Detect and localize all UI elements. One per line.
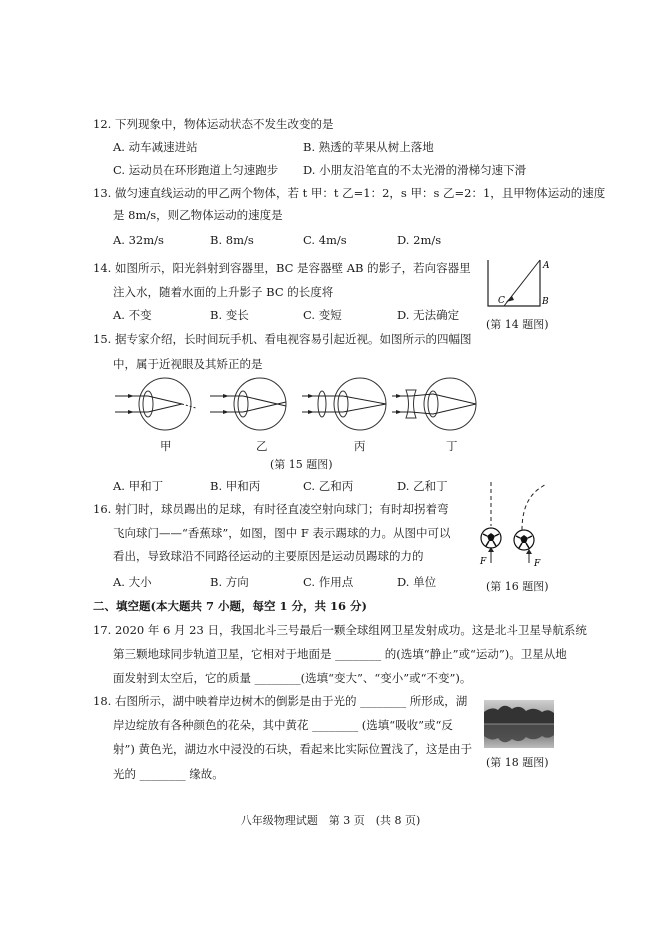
q13-line1: 13. 做匀速直线运动的甲乙两个物体，若 t 甲：t 乙=1：2，s 甲：s 乙=2：1，且甲物体运动的速度 [93,186,606,200]
football-icon [481,528,501,548]
ray-arrow [506,296,514,302]
q15-option-d: D. 乙和丁 [397,479,448,493]
label-c: C [498,296,505,306]
q16-option-a: A. 大小 [113,575,152,589]
q16-option-b: B. 方向 [210,575,249,589]
eye-jia [115,378,196,430]
q15-option-c: C. 乙和丙 [303,479,354,493]
q18-caption: (第 18 题图) [486,756,549,769]
eye-label-jia: 甲 [160,439,172,453]
q15-eye-diagrams [110,374,480,444]
q13-option-d: D. 2m/s [397,233,442,247]
curved-path [522,484,546,530]
q16-caption: (第 16 题图) [486,580,549,593]
q16-line1: 16. 射门时，球员踢出的足球，有时径直凌空射向球门；有时却拐着弯 [93,502,449,516]
eye-ding [392,378,476,430]
q12-option-d: D. 小朋友沿笔直的不太光滑的滑梯匀速下滑 [303,163,527,177]
q14-container-figure [484,258,554,310]
q14-caption: (第 14 题图) [486,318,549,331]
q16-line3: 看出，导致球沿不同路径运动的主要原因是运动员踢球的力的 [113,549,424,563]
q15-option-b: B. 甲和丙 [210,479,261,493]
section-heading: 二、填空题(本大题共 7 小题，每空 1 分，共 16 分) [93,599,367,613]
q17-line3: 面发射到太空后，它的质量 ________(选填“变大”、“变小”或“不变”)。 [113,671,472,685]
q14-option-b: B. 变长 [210,308,249,322]
q15-caption: (第 15 题图) [270,458,333,471]
q18-line1: 18. 右图所示，湖中映着岸边树木的倒影是由于光的 ________ 所形成，湖 [93,694,468,708]
eye-label-ding: 丁 [446,439,458,453]
q12-stem: 12. 下列现象中，物体运动状态不发生改变的是 [93,117,334,131]
q14-option-d: D. 无法确定 [397,308,460,322]
q13-option-c: C. 4m/s [303,233,347,247]
force-label-1: F [480,557,487,567]
q18-line4: 光的 ________ 缘故。 [113,767,224,781]
label-b: B [542,297,549,307]
page-footer: 八年级物理试题 第 3 页 (共 8 页) [240,814,421,827]
q18-lake-photo [484,700,554,748]
q14-option-a: A. 不变 [113,308,152,322]
q15-option-a: A. 甲和丁 [113,479,164,493]
eye-label-bing: 丙 [354,439,366,453]
container-walls [488,260,540,306]
force-label-2: F [534,559,541,569]
q18-line3: 射”) 黄色光，湖边水中浸没的石块，看起来比实际位置浅了，这是由于 [113,742,473,756]
q13-option-b: B. 8m/s [210,233,254,247]
q16-football-figure [474,478,564,578]
q14-option-c: C. 变短 [303,308,342,322]
q13-option-a: A. 32m/s [113,233,164,247]
eye-yi [210,378,286,430]
q12-option-a: A. 动车减速进站 [113,140,198,154]
eye-label-yi: 乙 [256,439,268,453]
q16-option-c: C. 作用点 [303,575,354,589]
q15-line2: 中，属于近视眼及其矫正的是 [113,357,263,371]
q15-line1: 15. 据专家介绍，长时间玩手机、看电视容易引起近视。如图所示的四幅图 [93,332,472,346]
q17-line2: 第三颗地球同步轨道卫星，它相对于地面是 ________ 的(选填“静止”或“运动”)。卫星从地 [113,647,567,661]
eye-bing [302,378,386,430]
football-icon [514,530,534,550]
q18-line2: 岸边绽放有各种颜色的花朵，其中黄花 ________ (选填“吸收”或“反 [113,718,453,732]
q12-option-c: C. 运动员在环形跑道上匀速跑步 [113,163,279,177]
q12-option-b: B. 熟透的苹果从树上落地 [303,140,434,154]
q14-line2: 注入水，随着水面的上升影子 BC 的长度将 [113,285,334,299]
q16-option-d: D. 单位 [397,575,437,589]
q14-line1: 14. 如图所示，阳光斜射到容器里，BC 是容器壁 AB 的影子，若向容器里 [93,261,471,275]
q16-line2: 飞向球门——“香蕉球”，如图，图中 F 表示踢球的力。从图中可以 [113,526,451,540]
q13-line2: 是 8m/s，则乙物体运动的速度是 [113,208,283,222]
q17-line1: 17. 2020 年 6 月 23 日，我国北斗三号最后一颗全球组网卫星发射成功。这是北斗卫星导航系统 [93,623,587,637]
label-a: A [543,261,550,271]
